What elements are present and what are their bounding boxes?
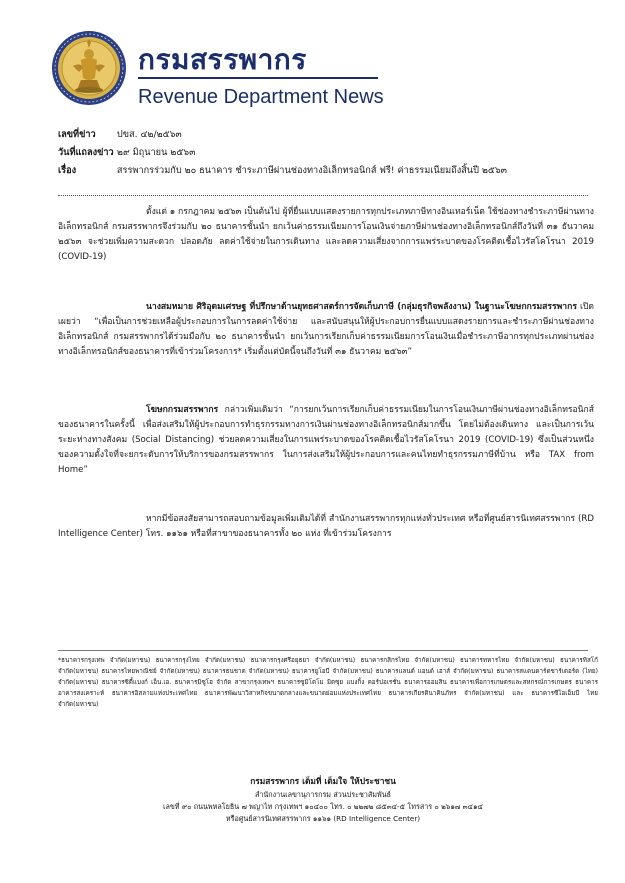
revenue-department-seal-icon bbox=[51, 30, 127, 106]
paragraph-1-text: ตั้งแต่ ๑ กรกฎาคม ๒๕๖๓ เป็นต้นไป ผู้ที่ยื่นแบบแสดงรายการทุกประเภทภาษีทางอินเทอร์เน็ต ใช้ช่องทางชำระภาษีผ่านทางอิเล็กทรอนิกส์ กรมสรรพากรจึงร่วมกับ ๒๐ ธนาคารชั้นนำ ยกเว้นค่าธรรมเนียมการโอนเงินจ่ายภาษีผ่านช่องทางอิเล็กทรอนิกส์ถึงวันที่ ๓๑ ธันวาคม ๒๕๖๓ จะช่วยเพิ่มความสะดวก ปลอดภัย ลดค่าใช้จ่ายในการเดินทาง และลดความเสี่ยงจากการแพร่ระบาดของโรคติดเชื้อไวรัสโคโรนา 2019 (COVID-19) bbox=[58, 207, 594, 262]
footer bbox=[58, 774, 588, 825]
release-date-row bbox=[58, 146, 195, 160]
paragraph-3 bbox=[58, 403, 594, 478]
paragraph-4-text: หากมีข้อสงสัยสามารถสอบถามข้อมูลเพิ่มเติมได้ที่ สำนักงานสรรพากรทุกแห่งทั่วประเทศ หรือที่ศูนย์สารนิเทศสรรพากร (RD Intelligence Center) โทร. ๑๑๖๑ หรือที่สาขาของธนาคารทั้ง ๒๐ แห่ง ที่เข้าร่วมโครงการ bbox=[58, 514, 594, 539]
header-title-thai: กรมสรรพากร bbox=[138, 43, 307, 76]
footnote-divider bbox=[58, 650, 588, 651]
release-date-value: ๒๙ มิถุนายน ๒๕๖๓ bbox=[116, 147, 196, 158]
paragraph-2 bbox=[58, 300, 594, 360]
meta-divider bbox=[58, 195, 588, 196]
subject-value: สรรพากรร่วมกับ ๒๐ ธนาคาร ชำระภาษีผ่านช่องทางอิเล็กทรอนิกส์ ฟรี! ค่าธรรมเนียมถึงสิ้นปี ๒๕๖๓ bbox=[116, 165, 507, 176]
spokesperson-title: โฆษกกรมสรรพากร bbox=[146, 405, 219, 415]
subject-row bbox=[58, 164, 598, 178]
news-number-row bbox=[58, 128, 182, 142]
footer-center: หรือศูนย์สารนิเทศสรรพากร ๑๑๖๑ (RD Intelligence Center) bbox=[225, 814, 421, 823]
spokesperson-name: นางสมหมาย ศิริอุดมเศรษฐ ที่ปรึกษาด้านยุทธศาสตร์การจัดเก็บภาษี (กลุ่มธุรกิจพลังงาน) ในฐานะโฆษกกรมสรรพากร bbox=[146, 302, 577, 312]
header-title-english: Revenue Department News bbox=[138, 86, 384, 108]
paragraph-1 bbox=[58, 205, 594, 265]
paragraph-4 bbox=[58, 512, 594, 542]
footer-address: เลขที่ ๙๐ ถนนพหลโยธิน ๗ พญาไท กรุงเทพฯ ๑๐๔๐๐ โทร. ๐ ๒๒๗๒ ๘๕๓๔-๕ โทรสาร ๐ ๒๖๑๗ ๓๔๑๔ bbox=[163, 802, 483, 811]
release-date-label: วันที่แถลงข่าว bbox=[58, 147, 114, 158]
footnote-bank-list: *ธนาคารกรุงเทพ จำกัด(มหาชน) ธนาคารกรุงไทย จำกัด(มหาชน) ธนาคารกรุงศรีอยุธยา จำกัด(มหาชน) ธนาคารกสิกรไทย จำกัด(มหาชน) ธนาคารทหารไทย จำกัด(มหาชน) ธนาคารทิสโก้ จำกัด(มหาชน) ธนาคารไทยพาณิชย์ จำกัด(มหาชน) ธนาคารธนชาต จำกัด(มหาชน) ธนาคารยูโอบี จำกัด(มหาชน) ธนาคารแลนด์ แอนด์ เฮาส์ จำกัด(มหาชน) ธนาคารสแตนดาร์ดชาร์เตอร์ด (ไทย) จำกัด(มหาชน) ธนาคารซิตี้แบงก์ เอ็น.เอ. ธนาคารมิซูโฮ จำกัด สาขากรุงเทพฯ ธนาคารซูมิโตโม มิตซุย แบงกิ้ง คอร์ปอเรชั่น ธนาคารออมสิน ธนาคารเพื่อการเกษตรและสหกรณ์การเกษตร ธนาคารอาคารสงเคราะห์ ธนาคารอิสลามแห่งประเทศไทย ธนาคารพัฒนาวิสาหกิจขนาดกลางและขนาดย่อมแห่งประเทศไทย ธนาคารเกียรตินาคินภัทร จำกัด(มหาชน) และ ธนาคารซีไอเอ็มบี ไทย จำกัด(มหาชน) bbox=[58, 657, 598, 708]
news-number-label: เลขที่ข่าว bbox=[58, 129, 96, 140]
footer-slogan: กรมสรรพากร เต็มที่ เต็มใจ ให้ประชาชน bbox=[250, 776, 396, 786]
paragraph-3-text: กล่าวเพิ่มเติมว่า “การยกเว้นการเรียกเก็บค่าธรรมเนียมในการโอนเงินภาษีผ่านช่องทางอิเล็กทรอนิกส์ของธนาคารในครั้งนี้ เพื่อส่งเสริมให้ผู้ประกอบการทำธุรกรรมทางการเงินผ่านช่องทางอิเล็กทรอนิกส์มากขึ้น โดยไม่ต้องเดินทาง และเป็นการเว้นระยะห่างทางสังคม (Social Distancing) ช่วยลดความเสี่ยงในการแพร่ระบาดของโรคติดเชื้อไวรัสโคโรนา 2019 (COVID-19) ซึ่งเป็นส่วนหนึ่งของความตั้งใจที่จะยกระดับการให้บริการของกรมสรรพากร ในการส่งเสริมให้ผู้ประกอบการและคนไทยทำธุรกรรมภาษีที่บ้าน หรือ TAX from Home” bbox=[58, 405, 594, 475]
paragraph-2-text: เปิดเผยว่า “เพื่อเป็นการช่วยเหลือผู้ประกอบการในการลดค่าใช้จ่าย และสนับสนุนให้ผู้ประกอบการยื่นแบบแสดงรายการและชำระภาษีผ่านช่องทางอิเล็กทรอนิกส์ กรมสรรพากรได้ร่วมมือกับ ๒๐ ธนาคารชั้นนำ ยกเว้นการเรียกเก็บค่าธรรมเนียมการโอนเงินเมื่อชำระภาษีอากรทุกประเภทผ่านช่องทางอิเล็กทรอนิกส์ของธนาคารที่เข้าร่วมโครงการ* เริ่มตั้งแต่บัดนี้จนถึงวันที่ ๓๑ ธันวาคม ๒๕๖๓” bbox=[58, 302, 595, 357]
subject-label: เรื่อง bbox=[58, 165, 77, 176]
footer-office: สำนักงานเลขานุการกรม ส่วนประชาสัมพันธ์ bbox=[254, 790, 392, 799]
header-rule bbox=[138, 77, 378, 79]
news-number-value: ปขส. ๔๒/๒๕๖๓ bbox=[116, 129, 182, 140]
